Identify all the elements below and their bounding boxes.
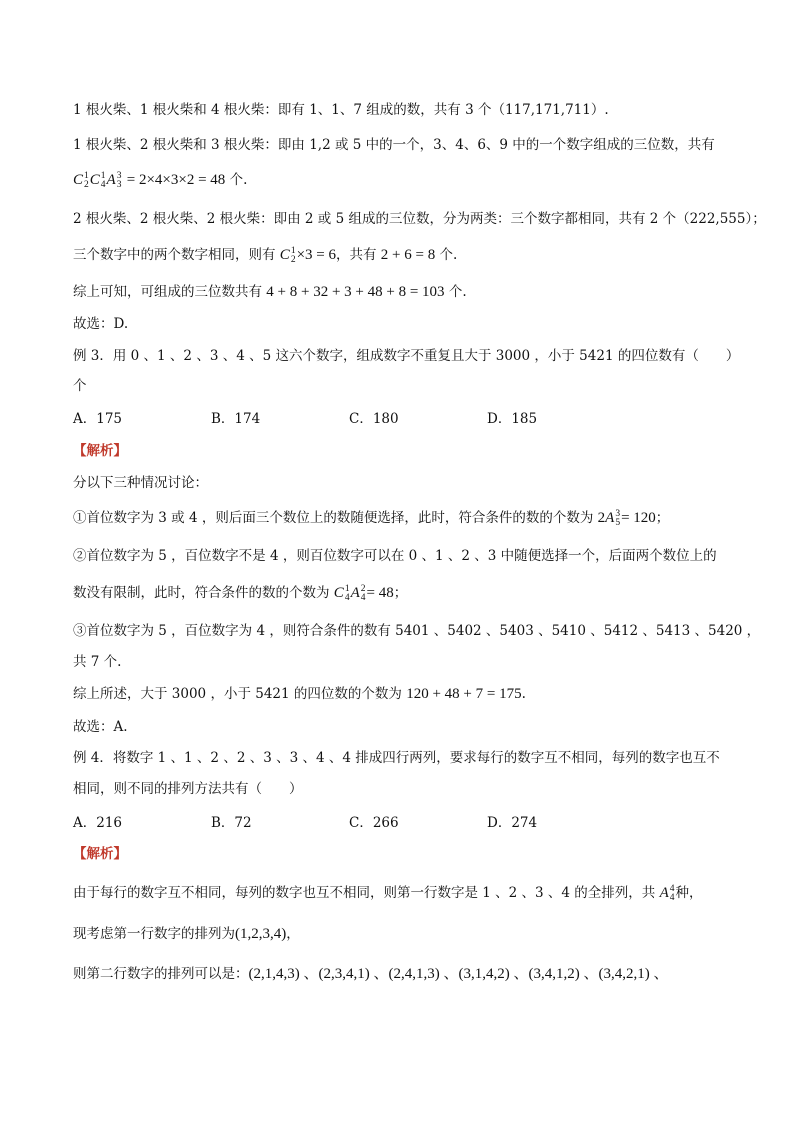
analysis-heading: 【解析】: [73, 443, 127, 459]
formula-product: = 2×4×3×2 = 48: [126, 172, 226, 188]
analysis-heading-2: 【解析】: [73, 846, 127, 862]
example-3-option-d: D．185: [487, 411, 538, 427]
formula-sum-103: 4 + 8 + 32 + 3 + 48 + 8 = 103: [266, 284, 445, 300]
formula-a-4-2: A 2 4: [350, 583, 366, 603]
example-3-option-a: A．175: [73, 411, 123, 427]
example-3-question-cont: 个: [73, 378, 87, 394]
case-2: ②首位数字为 5 ，百位数字不是 4 ，则百位数字可以在 0 、1 、2 、3 中随便选择一个，后面两个数位上的: [73, 548, 717, 564]
example-3-option-c: C．180: [349, 411, 399, 427]
formula-a-5-3: A 3 5: [605, 508, 621, 528]
example-3-question: 例 3．用 0 、1 、2 、3 、4 、5 这六个数字，组成数字不重复且大于 3000 ，小于 5421 的四位数有（ ）: [73, 348, 740, 364]
example-4-option-c: C．266: [349, 815, 399, 831]
line-two-digits-same: 三个数字中的两个数字相同，则有 C 1 2 ×3 = 6，共有 2 + 6 = 8 个.: [73, 245, 458, 265]
formula-c-2-1: C 1 2: [73, 170, 89, 190]
example-4-question: 例 4．将数字 1 、1 、2 、2 、3 、3 、4 、4 排成四行两列，要求每行的数字互不相同，每列的数字也互不: [73, 750, 720, 766]
example-4-option-b: B．72: [211, 815, 252, 831]
example-4-option-a: A．216: [73, 815, 123, 831]
formula-a-4-4: A 4 4: [659, 883, 675, 903]
line-matches-2-2-2: 2 根火柴、2 根火柴、2 根火柴：即由 2 或 5 组成的三位数，分为两类：三个数字都相同，共有 2 个（222,555）；: [73, 211, 766, 227]
formula-a-3-3: A 3 3: [106, 170, 122, 190]
line-formula-48: [73, 170, 247, 190]
formula-c-4-1: C 1 4: [89, 170, 106, 190]
solution-line-2: 现考虑第一行数字的排列为(1,2,3,4)，: [73, 926, 300, 942]
formula-sum-8: 2 + 6 = 8: [380, 247, 436, 263]
case-3: ③首位数字为 5 ，百位数字为 4 ，则符合条件的数有 5401 、5402 、5403 、5410 、5412 、5413 、5420 ，: [73, 623, 761, 639]
case-1: ①首位数字为 3 或 4 ，则后面三个数位上的数随便选择，此时，符合条件的数的个数为 2A 3 5 = 120；: [73, 508, 670, 528]
solution-line-3: 则第二行数字的排列可以是：(2,1,4,3) 、(2,3,4,1) 、(2,4,1,3) 、(3,1,4,2) 、(3,4,1,2) 、(3,4,2,1) 、: [73, 966, 669, 982]
case-3-cont: 共 7 个.: [73, 654, 122, 670]
line-tail: 个.: [229, 172, 248, 188]
summary-175: 综上所述，大于 3000 ，小于 5421 的四位数的个数为 120 + 48 + 7 = 175.: [73, 686, 526, 702]
analysis-intro: 分以下三种情况讨论：: [73, 475, 208, 491]
first-row-permutation: (1,2,3,4): [235, 926, 287, 942]
formula-c-2-1: C 1 2: [279, 245, 296, 265]
answer-a: 故选：A.: [73, 719, 128, 735]
second-row-permutations: (2,1,4,3) 、(2,3,4,1) 、(2,4,1,3) 、(3,1,4,2) 、(3,4,1,2) 、(3,4,2,1) 、: [248, 966, 669, 982]
example-4-question-cont: 相同，则不同的排列方法共有（ ）: [73, 781, 303, 797]
case-2-cont: 数没有限制，此时，符合条件的数的个数为 C 1 4 A 2 4 = 48；: [73, 583, 408, 603]
solution-line-1: 由于每行的数字互不相同，每列的数字也互不相同，则第一行数字是 1 、2 、3 、4 的全排列，共 A 4 4 种，: [73, 883, 703, 903]
example-3-option-b: B．174: [211, 411, 261, 427]
line-matches-1-2-3: 1 根火柴、2 根火柴和 3 根火柴：即由 1,2 或 5 中的一个，3、4、6、9 中的一个数字组成的三位数，共有: [73, 137, 715, 153]
line-total-103: 综上可知，可组成的三位数共有 4 + 8 + 32 + 3 + 48 + 8 = 103 个.: [73, 284, 467, 300]
formula-c-4-1: C 1 4: [333, 583, 350, 603]
formula-times-3: ×3 = 6: [296, 247, 336, 263]
answer-d: 故选：D.: [73, 316, 129, 332]
line-matches-1-1-4: 1 根火柴、1 根火柴和 4 根火柴：即有 1、1、7 组成的数，共有 3 个（117,171,711）.: [73, 102, 609, 118]
example-4-option-d: D．274: [487, 815, 538, 831]
formula-sum-175: 120 + 48 + 7 = 175: [406, 686, 522, 702]
